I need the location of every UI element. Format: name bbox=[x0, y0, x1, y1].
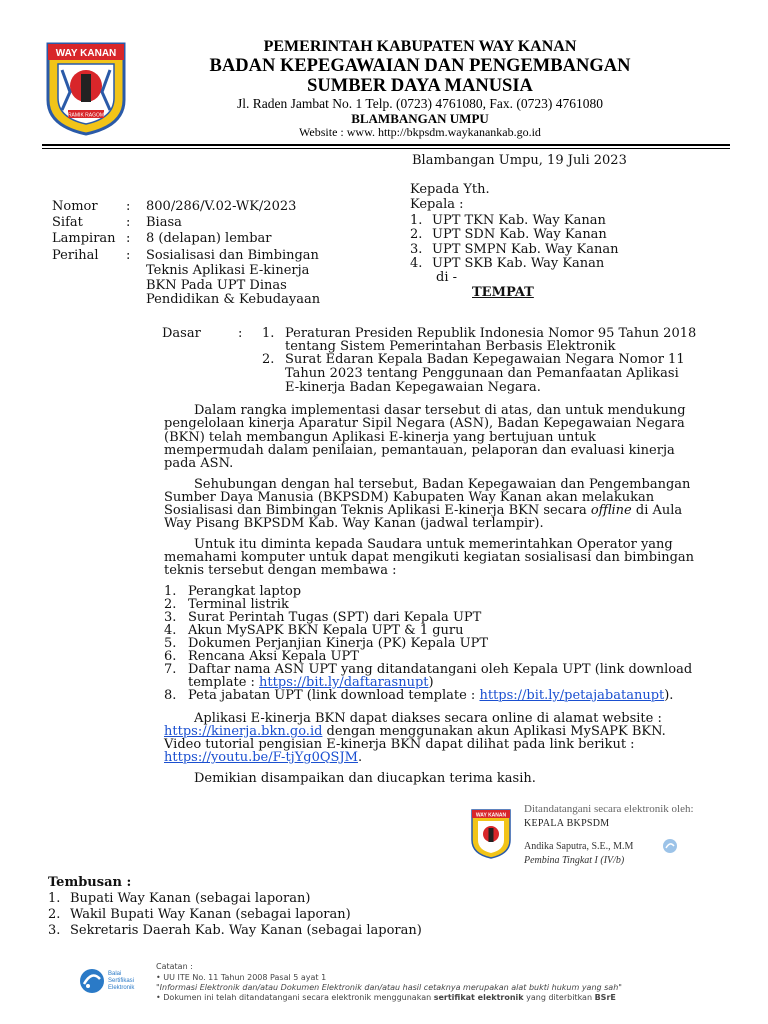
recipient-num: 4. bbox=[410, 256, 423, 271]
signer-name: Andika Saputra, S.E., M.M bbox=[524, 841, 634, 852]
bring-item: Surat Perintah Tugas (SPT) dari Kepala UPT bbox=[188, 610, 482, 625]
para2-line: Sehubungan dengan hal tersebut, Badan Kepegawaian dan Pengembangan bbox=[194, 477, 691, 492]
dasar-line: E-kinerja Badan Kepegawaian Negara. bbox=[285, 380, 541, 395]
city: BLAMBANGAN UMPU bbox=[351, 111, 489, 126]
svg-text:Sertifikasi: Sertifikasi bbox=[108, 978, 135, 984]
recipient-item: UPT SKB Kab. Way Kanan bbox=[432, 256, 605, 271]
bring-num: 8. bbox=[164, 688, 177, 703]
meta-colon: : bbox=[126, 231, 131, 246]
recipient-item: UPT TKN Kab. Way Kanan bbox=[432, 213, 606, 228]
para2-line: Way Pisang BKPSDM Kab. Way Kanan (jadwal terlampir). bbox=[164, 516, 544, 531]
tembusan-num: 2. bbox=[48, 907, 61, 922]
footer-note: • UU ITE No. 11 Tahun 2008 Pasal 5 ayat 1 bbox=[156, 973, 327, 982]
dasar-line: Tahun 2023 tentang Penggunaan dan Pemanfaatan Aplikasi bbox=[285, 366, 679, 381]
para1-line: pengelolaan kinerja Aparatur Sipil Negara (ASN), Badan Kepegawaian Negara bbox=[164, 416, 685, 431]
meta-label-nomor: Nomor bbox=[52, 199, 98, 214]
youtube-link[interactable]: https://youtu.be/F-tjYg0QSJM bbox=[164, 750, 358, 765]
agency-title-1: BADAN KEPEGAWAIAN DAN PENGEMBANGAN bbox=[209, 56, 631, 76]
para4-line: Video tutorial pengisian E-kinerja BKN dapat dilihat pada link berikut : bbox=[164, 737, 635, 752]
bring-num: 2. bbox=[164, 597, 177, 612]
header-rule-thin bbox=[42, 148, 730, 149]
bring-num: 4. bbox=[164, 623, 177, 638]
tembusan-num: 1. bbox=[48, 891, 61, 906]
bring-item: Daftar nama ASN UPT yang ditandatangani oleh Kepala UPT (link download bbox=[188, 662, 693, 677]
meta-value-nomor: 800/286/V.02-WK/2023 bbox=[146, 199, 297, 214]
recipient-num: 1. bbox=[410, 213, 423, 228]
para1-line: pada ASN. bbox=[164, 456, 234, 471]
bring-item: Perangkat laptop bbox=[188, 584, 302, 599]
recipient-item: UPT SMPN Kab. Way Kanan bbox=[432, 242, 619, 257]
tembusan-title: Tembusan : bbox=[48, 875, 132, 890]
recipient-kepala: Kepala : bbox=[410, 197, 464, 212]
svg-text:RAMIK RAGOM: RAMIK RAGOM bbox=[67, 112, 105, 119]
bring-num: 5. bbox=[164, 636, 177, 651]
agency-title-2: SUMBER DAYA MANUSIA bbox=[307, 76, 533, 96]
svg-text:WAY KANAN: WAY KANAN bbox=[55, 48, 117, 59]
para1-line: Dalam rangka implementasi dasar tersebut di atas, dan untuk mendukung bbox=[194, 403, 686, 418]
bse-logo bbox=[78, 966, 164, 996]
kinerja-link[interactable]: https://kinerja.bkn.go.id bbox=[164, 724, 323, 739]
meta-label-sifat: Sifat bbox=[52, 215, 83, 230]
bring-item-7-cont: template : https://bit.ly/daftarasnupt) bbox=[188, 675, 434, 690]
para3-line: Untuk itu diminta kepada Saudara untuk memerintahkan Operator yang bbox=[194, 537, 673, 552]
tembusan-item: Wakil Bupati Way Kanan (sebagai laporan) bbox=[70, 907, 351, 922]
svg-text:Balai: Balai bbox=[108, 971, 122, 977]
signer-rank: Pembina Tingkat I (IV/b) bbox=[524, 855, 625, 866]
signed-by-label: Ditandatangani secara elektronik oleh: bbox=[524, 803, 694, 815]
meta-value-perihal-3: BKN Pada UPT Dinas bbox=[146, 278, 287, 293]
para4-line-2: https://kinerja.bkn.go.id dengan menggunakan akun Aplikasi MySAPK BKN. bbox=[164, 724, 666, 739]
dasar-colon: : bbox=[238, 326, 243, 341]
signature-logo bbox=[470, 808, 512, 860]
meta-value-sifat: Biasa bbox=[146, 215, 182, 230]
footer-note: "Informasi Elektronik dan/atau Dokumen Elektronik dan/atau hasil cetaknya merupakan alat bukti hukum yang sah" bbox=[156, 983, 622, 992]
meta-colon: : bbox=[126, 248, 131, 263]
recipient-num: 3. bbox=[410, 242, 423, 257]
para3-line: memahami komputer untuk dapat mengikuti kegiatan sosialisasi dan bimbingan bbox=[164, 550, 695, 565]
meta-colon: : bbox=[126, 215, 131, 230]
dasar-label: Dasar bbox=[162, 326, 201, 341]
recipient-tempat: TEMPAT bbox=[472, 285, 534, 300]
tembusan-item: Bupati Way Kanan (sebagai laporan) bbox=[70, 891, 311, 906]
address: Jl. Raden Jambat No. 1 Telp. (0723) 4761080, Fax. (0723) 4761080 bbox=[237, 96, 603, 111]
para2-line: Sumber Daya Manusia (BKPSDM) Kabupaten Way Kanan akan melakukan bbox=[164, 490, 655, 505]
bring-num: 6. bbox=[164, 649, 177, 664]
bring-item: Rencana Aksi Kepala UPT bbox=[188, 649, 359, 664]
gov-title: PEMERINTAH KABUPATEN WAY KANAN bbox=[263, 38, 577, 55]
bsre-mark-icon bbox=[662, 838, 678, 854]
bring-item: Akun MySAPK BKN Kepala UPT & 1 guru bbox=[188, 623, 464, 638]
footer-note-3: • Dokumen ini telah ditandatangani secara elektronik menggunakan sertifikat elektronik yang diterbitkan BSrE bbox=[156, 993, 616, 1002]
dasar-line: Surat Edaran Kepala Badan Kepegawaian Negara Nomor 11 bbox=[285, 352, 685, 367]
bring-item: Dokumen Perjanjian Kinerja (PK) Kepala UPT bbox=[188, 636, 489, 651]
para1-line: mempermudah dalam penilaian, pemantauan, pelaporan dan evaluasi kinerja bbox=[164, 443, 675, 458]
svg-text:WAY KANAN: WAY KANAN bbox=[475, 812, 507, 819]
dasar-line: Peraturan Presiden Republik Indonesia Nomor 95 Tahun 2018 bbox=[285, 326, 697, 341]
recipient-di: di - bbox=[436, 270, 458, 285]
bring-item: Terminal listrik bbox=[188, 597, 289, 612]
bring-num: 1. bbox=[164, 584, 177, 599]
signer-position: KEPALA BKPSDM bbox=[524, 818, 610, 829]
para4-line-4: https://youtu.be/F-tjYg0QSJM. bbox=[164, 750, 363, 765]
peta-jabatan-link[interactable]: https://bit.ly/petajabatanupt bbox=[479, 688, 665, 703]
tembusan-num: 3. bbox=[48, 923, 61, 938]
regency-logo bbox=[44, 40, 128, 136]
bring-item-8: Peta jabatan UPT (link download template : https://bit.ly/petajabatanupt). bbox=[188, 688, 674, 703]
meta-value-lampiran: 8 (delapan) lembar bbox=[146, 231, 272, 246]
header-rule-thick bbox=[42, 144, 730, 146]
meta-value-perihal-2: Teknis Aplikasi E-kinerja bbox=[146, 263, 310, 278]
footer-catatan: Catatan : bbox=[156, 962, 193, 971]
letter-date: Blambangan Umpu, 19 Juli 2023 bbox=[412, 153, 627, 168]
website: Website : www. http://bkpsdm.waykanankab.go.id bbox=[299, 125, 541, 139]
daftar-asn-link[interactable]: https://bit.ly/daftarasnupt bbox=[259, 675, 429, 690]
dasar-num: 2. bbox=[262, 352, 275, 367]
svg-text:Elektronik: Elektronik bbox=[108, 985, 135, 991]
meta-label-perihal: Perihal bbox=[52, 248, 99, 263]
para4-line: Aplikasi E-kinerja BKN dapat diakses secara online di alamat website : bbox=[194, 711, 662, 726]
meta-value-perihal: Sosialisasi dan Bimbingan bbox=[146, 248, 319, 263]
meta-colon: : bbox=[126, 199, 131, 214]
bring-num: 7. bbox=[164, 662, 177, 677]
recipient-to: Kepada Yth. bbox=[410, 182, 490, 197]
dasar-line: tentang Sistem Pemerintahan Berbasis Elektronik bbox=[285, 339, 616, 354]
para2-line-3: Sosialisasi dan Bimbingan Teknis Aplikasi E-kinerja BKN secara offline di Aula bbox=[164, 503, 683, 518]
para1-line: (BKN) telah membangun Aplikasi E-kinerja yang bertujuan untuk bbox=[164, 430, 596, 445]
dasar-num: 1. bbox=[262, 326, 275, 341]
recipient-item: UPT SDN Kab. Way Kanan bbox=[432, 227, 607, 242]
meta-label-lampiran: Lampiran bbox=[52, 231, 116, 246]
recipient-num: 2. bbox=[410, 227, 423, 242]
closing: Demikian disampaikan dan diucapkan terima kasih. bbox=[194, 771, 536, 786]
bring-num: 3. bbox=[164, 610, 177, 625]
tembusan-item: Sekretaris Daerah Kab. Way Kanan (sebagai laporan) bbox=[70, 923, 422, 938]
meta-value-perihal-4: Pendidikan & Kebudayaan bbox=[146, 292, 321, 307]
para3-line: teknis tersebut dengan membawa : bbox=[164, 563, 397, 578]
